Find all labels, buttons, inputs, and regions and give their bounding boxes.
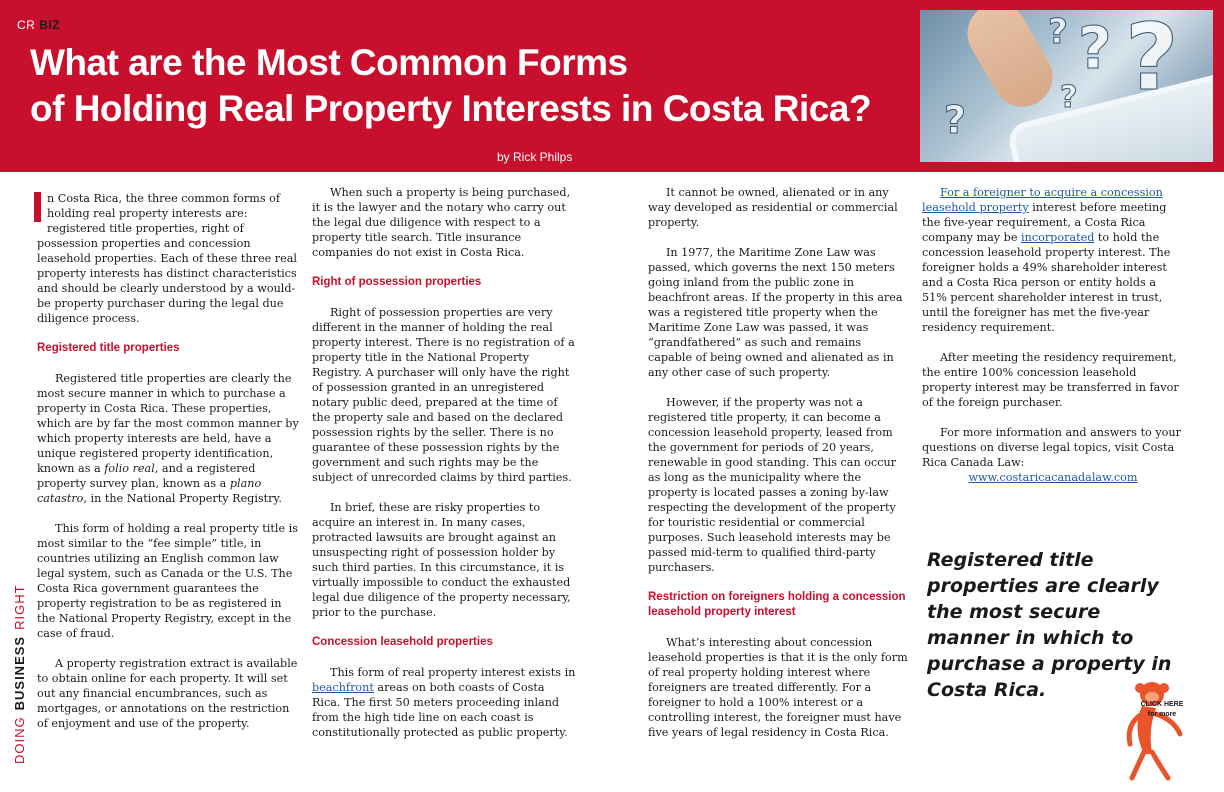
paragraph: [922, 185, 1184, 335]
plano-catastro-term: plano catastro: [37, 477, 262, 505]
intro-paragraph: [37, 191, 299, 326]
paragraph: A property registration extract is available to obtain online for each property. It will set out any financial encumbrances, such as mortgages, or annotations on the restriction of enjoyment and use of the property.: [37, 657, 298, 730]
byline: by Rick Philps: [497, 150, 573, 164]
heading-concession-leasehold: Concession leasehold properties: [312, 636, 493, 648]
column-4: [922, 185, 1184, 500]
question-mark-icon: ?: [1060, 80, 1078, 115]
paragraph: After meeting the residency requirement, the entire 100% concession leasehold property interest may be transferred in favor of the foreign purchaser.: [922, 351, 1179, 409]
website-link[interactable]: www.costaricacanadalaw.com: [968, 471, 1138, 484]
column-2: [312, 185, 576, 755]
monkey-icon[interactable]: [1122, 674, 1192, 784]
question-mark-icon: ?: [1125, 10, 1179, 111]
beachfront-link[interactable]: beachfront: [312, 681, 374, 694]
question-marks-tablet-image: [920, 10, 1213, 162]
text: , in the National Property Registry.: [83, 492, 282, 505]
paragraph: However, if the property was not a registered title property, it can become a concession leasehold property, leased from the government for periods of 20 years, renewable in good standing. This can occur as long as the municipality where the property is located passes a zoning by-law respecting the development of the property for touristic residential or commercial purposes. Such leasehold interests may be passed mid-term to qualified third-party purchasers.: [648, 396, 897, 574]
question-mark-icon: ?: [1078, 14, 1112, 82]
question-mark-icon: ?: [944, 98, 967, 142]
text: , and a registered property survey plan, known as a: [37, 462, 256, 490]
text: This form of real property interest exists in: [330, 666, 576, 679]
section-label: [12, 584, 27, 764]
folio-real-term: folio real: [104, 462, 155, 475]
paragraph: Right of possession properties are very different in the manner of holding the real property interest. There is no registration of a property title in the National Property Registry. A purchaser will only have the right of possession granted in an unregistered notary public deed, prepared at the time of the property sale and based on the declared possession rights by the seller. There is no guarantee of these possession rights by the government and such rights may be the subject of unrecorded claims by third parties.: [312, 306, 575, 484]
heading-restriction-foreigners: Restriction on foreigners holding a concession leasehold property interest: [648, 591, 906, 618]
click-here-button[interactable]: [1140, 700, 1184, 720]
pull-quote: Registered title properties are clearly the most secure manner in which to purchase a property in Costa Rica.: [927, 549, 1172, 701]
intro-text: n Costa Rica, the three common forms of holding real property interests are: registered title properties, right of possession properties and concession leasehold properties. Each of these three real property interests has distinct characteristics and should be clearly understood by a would-be property purchaser during the legal due diligence process.: [37, 192, 297, 325]
text: to hold the concession leasehold property interest. The foreigner holds a 49% shareholder interest and a Costa Rica person or entity holds a 51% percent shareholder interest in trust, until the foreigner has met the five-year residency requirement.: [922, 231, 1171, 334]
incorporated-link[interactable]: incorporated: [1021, 231, 1095, 244]
paragraph: [37, 371, 299, 506]
concession-leasehold-link[interactable]: For a foreigner to acquire a concession leasehold property: [922, 186, 1163, 214]
column-1: [37, 191, 299, 746]
click-here-label: CLICK HERE: [1140, 701, 1184, 708]
title-line-1: What are the Most Common Forms: [30, 42, 628, 83]
heading-registered-title: Registered title properties: [37, 342, 180, 354]
paragraph: It cannot be owned, alienated or in any way developed as residential or commercial property.: [648, 186, 898, 229]
label-right: RIGHT: [12, 584, 27, 630]
masthead-cr: CR: [17, 18, 36, 32]
text: areas on both coasts of Costa Rica. The first 50 meters proceeding inland from the high tide line on each coast is constitutionally protected as public property.: [312, 681, 568, 739]
question-mark-icon: ?: [1048, 12, 1068, 52]
column-3: [648, 185, 908, 755]
label-business: BUSINESS: [12, 635, 27, 711]
website-link-paragraph: [922, 470, 1184, 485]
for-more-label: for more: [1147, 711, 1177, 718]
paragraph: What’s interesting about concession leasehold properties is that it is the only form of real property holding interest where foreigners are treated differently. For a foreigner to hold a 100% interest or a controlling interest, the foreigner must have five years of legal residency in Costa Rica.: [648, 636, 908, 739]
paragraph: For more information and answers to your questions on diverse legal topics, visit Costa Rica Canada Law:: [922, 426, 1181, 469]
text: interest before meeting the five-year requirement, a Costa Rica company may be: [922, 201, 1167, 244]
label-doing: DOING: [12, 716, 27, 764]
heading-right-of-possession: Right of possession properties: [312, 276, 482, 288]
masthead-biz: BIZ: [39, 18, 61, 32]
text: Registered title properties are clearly the most secure manner in which to purchase a property in Costa Rica. These properties, which are by far the most common manner by which property interests are held, have a unique registered property identification, known as a: [37, 372, 299, 475]
masthead: [17, 18, 60, 32]
paragraph: When such a property is being purchased, it is the lawyer and the notary who carry out the legal due diligence with respect to a property title search. Title insurance companies do not exist in Costa Rica.: [312, 186, 571, 259]
paragraph: [312, 665, 576, 740]
paragraph: In 1977, the Maritime Zone Law was passed, which governs the next 150 meters going inland from the public zone in beachfront areas. If the property in this area was a registered title property when the Maritime Zone Law was passed, it was “grandfathered” as such and remains capable of being owned and alienated as in any other case of such property.: [648, 246, 903, 379]
article-title: [30, 40, 930, 132]
title-line-2: of Holding Real Property Interests in Costa Rica?: [30, 88, 872, 129]
paragraph: In brief, these are risky properties to acquire an interest in. In many cases, protracted lawsuits are brought against an unsuspecting right of possession holder by such third parties. In this circumstance, it is virtually impossible to conduct the exhausted legal due diligence of the property necessary, prior to the purchase.: [312, 501, 571, 619]
paragraph: This form of holding a real property title is most similar to the “fee simple” title, in countries utilizing an English common law legal system, such as Canada or the U.S. The Costa Rica government guarantees the property registration to be as registered in the National Property Registry, except in the case of fraud.: [37, 522, 298, 640]
dropcap-bar: [34, 192, 41, 222]
